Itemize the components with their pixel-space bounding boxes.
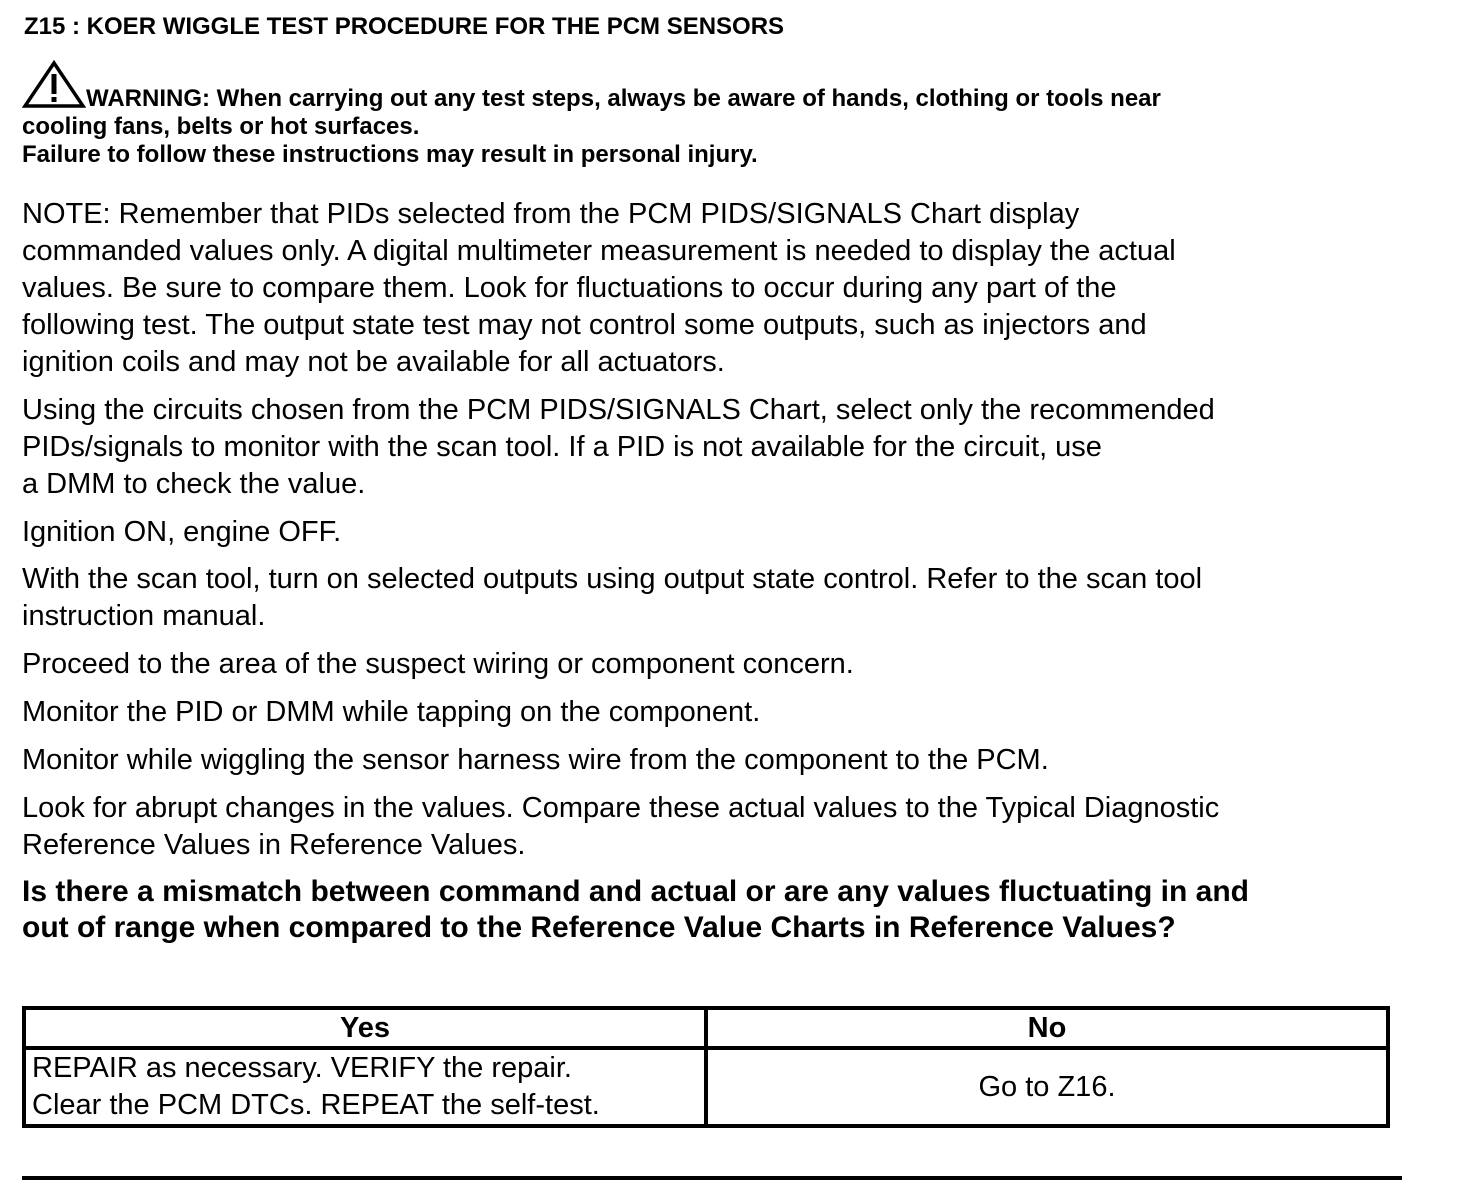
step-proceed-to-area — [22, 646, 1422, 683]
step-line: Look for abrupt changes in the values. Compare these actual values to the Typical Diagnostic — [22, 792, 1220, 824]
note-line: ignition coils and may not be available for all actuators. — [22, 346, 725, 378]
step-line: Proceed to the area of the suspect wiring or component concern. — [22, 648, 854, 680]
table-header-row — [24, 1008, 1388, 1048]
diagnostic-question — [22, 874, 1422, 946]
warning-first-line — [22, 85, 1161, 112]
step-line: instruction manual. — [22, 600, 266, 632]
step-line: Ignition ON, engine OFF. — [22, 516, 342, 548]
page-title: Z15 : KOER WIGGLE TEST PROCEDURE FOR THE PCM SENSORS — [24, 13, 785, 40]
bottom-divider — [22, 1176, 1402, 1180]
note-line: following test. The output state test may not control some outputs, such as injectors and — [22, 309, 1147, 341]
note-paragraph — [22, 196, 1422, 381]
step-line: Monitor while wiggling the sensor harness wire from the component to the PCM. — [22, 744, 1049, 776]
table-row — [24, 1048, 1388, 1126]
yes-header: Yes — [24, 1008, 706, 1048]
step-output-state-control — [22, 561, 1422, 635]
step-line: Using the circuits chosen from the PCM PIDS/SIGNALS Chart, select only the recommended — [22, 394, 1215, 426]
step-wiggle-harness — [22, 742, 1422, 779]
warning-text-line-3: Failure to follow these instructions may result in personal injury. — [22, 141, 758, 168]
warning-triangle-icon — [22, 60, 86, 110]
step-line: Monitor the PID or DMM while tapping on the component. — [22, 696, 761, 728]
yes-line: REPAIR as necessary. VERIFY the repair. — [32, 1052, 572, 1084]
step-ignition-on — [22, 514, 1422, 551]
warning-text-line-1: WARNING: When carrying out any test steps, always be aware of hands, clothing or tools near — [86, 85, 1161, 112]
step-line: a DMM to check the value. — [22, 468, 366, 500]
yes-no-table — [22, 1006, 1390, 1128]
no-cell[interactable]: Go to Z16. — [706, 1048, 1388, 1126]
no-header: No — [706, 1008, 1388, 1048]
step-line: Reference Values in Reference Values. — [22, 829, 526, 861]
step-line: PIDs/signals to monitor with the scan tool. If a PID is not available for the circuit, use — [22, 431, 1102, 463]
step-line: With the scan tool, turn on selected outputs using output state control. Refer to the scan tool — [22, 563, 1203, 595]
note-line: commanded values only. A digital multimeter measurement is needed to display the actual — [22, 235, 1176, 267]
warning-block — [22, 60, 1422, 171]
step-select-pids — [22, 392, 1422, 503]
note-line: values. Be sure to compare them. Look for fluctuations to occur during any part of the — [22, 272, 1117, 304]
question-line: out of range when compared to the Reference Value Charts in Reference Values? — [22, 911, 1176, 944]
step-compare-values — [22, 790, 1422, 864]
note-line: NOTE: Remember that PIDs selected from the PCM PIDS/SIGNALS Chart display — [22, 198, 1080, 230]
step-tap-component — [22, 694, 1422, 731]
warning-text-line-2: cooling fans, belts or hot surfaces. — [22, 113, 420, 140]
yes-cell — [24, 1048, 706, 1126]
yes-line: Clear the PCM DTCs. REPEAT the self-test. — [32, 1089, 600, 1121]
question-line: Is there a mismatch between command and actual or are any values fluctuating in and — [22, 875, 1250, 908]
